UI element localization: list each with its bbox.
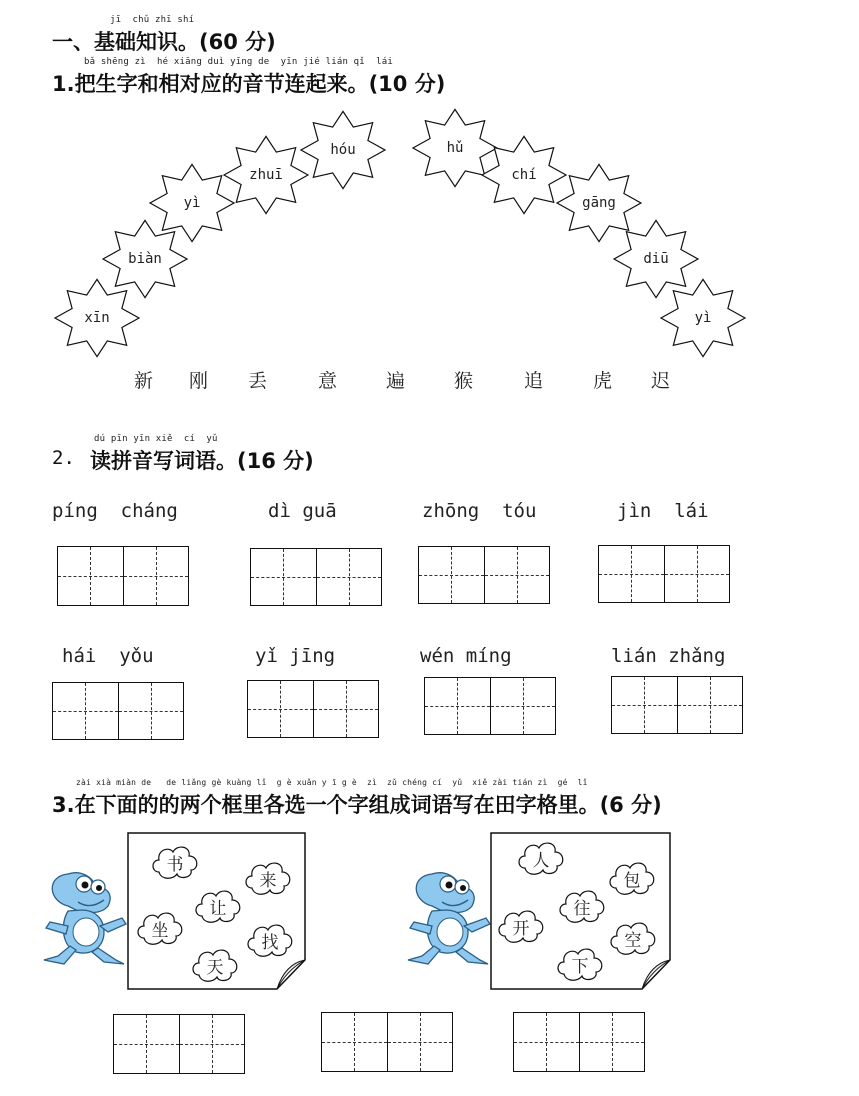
- character-cloud[interactable]: [554, 944, 606, 984]
- section1-title-pinyin: jī chǔ zhī shí: [110, 15, 195, 25]
- tianzige-answer-box[interactable]: [57, 546, 189, 606]
- character[interactable]: 迟: [651, 370, 671, 392]
- q1-title: 1.把生字和相对应的音节连起来。(10 分): [52, 72, 446, 96]
- cloud-character: 天: [206, 957, 224, 978]
- syllable-label: gāng: [582, 195, 616, 211]
- cloud-character: 来: [259, 870, 277, 891]
- character-cloud[interactable]: [556, 886, 608, 926]
- frog-illustration: [38, 866, 128, 966]
- pinyin-word: wén míng: [420, 645, 512, 667]
- character-cloud[interactable]: [242, 858, 294, 898]
- character-cloud[interactable]: [244, 920, 296, 960]
- tianzige-answer-box[interactable]: [424, 677, 556, 735]
- pinyin-word: zhōng tóu: [422, 500, 537, 522]
- syllable-star[interactable]: [658, 283, 748, 353]
- pinyin-word: píng cháng: [52, 500, 178, 522]
- pinyin-word: yǐ jīng: [255, 645, 336, 667]
- tianzige-answer-box[interactable]: [513, 1012, 645, 1072]
- pinyin-word: jìn lái: [617, 500, 709, 522]
- tianzige-answer-box[interactable]: [321, 1012, 453, 1072]
- tianzige-answer-box[interactable]: [113, 1014, 245, 1074]
- character-cloud[interactable]: [606, 858, 658, 898]
- syllable-label: biàn: [128, 251, 162, 267]
- tianzige-answer-box[interactable]: [247, 680, 379, 738]
- character[interactable]: 新: [134, 370, 154, 392]
- pinyin-word: dì guā: [268, 500, 337, 522]
- q2-title: 读拼音写词语。(16 分): [90, 449, 314, 473]
- character[interactable]: 遍: [386, 370, 406, 392]
- pinyin-word: lián zhǎng: [611, 645, 726, 667]
- cloud-character: 往: [573, 898, 591, 919]
- character[interactable]: 猴: [454, 370, 474, 392]
- tianzige-answer-box[interactable]: [52, 682, 184, 740]
- cloud-character: 人: [532, 850, 550, 871]
- syllable-label: chí: [511, 167, 537, 183]
- character-cloud[interactable]: [607, 918, 659, 958]
- syllable-label: diū: [643, 251, 669, 267]
- syllable-label: zhuī: [249, 167, 283, 183]
- character[interactable]: 丢: [248, 370, 268, 392]
- syllable-label: hǔ: [446, 140, 464, 156]
- character[interactable]: 虎: [593, 370, 613, 392]
- character-cloud[interactable]: [134, 908, 186, 948]
- character-cloud[interactable]: [192, 886, 244, 926]
- cloud-character: 包: [623, 870, 641, 891]
- tianzige-answer-box[interactable]: [418, 546, 550, 604]
- character[interactable]: 追: [524, 370, 544, 392]
- syllable-star[interactable]: [298, 115, 388, 185]
- character-cloud[interactable]: [189, 945, 241, 985]
- q2-title-pinyin: dú pīn yīn xiě cí yǔ: [94, 434, 218, 444]
- cloud-character: 空: [624, 930, 642, 951]
- tianzige-answer-box[interactable]: [598, 545, 730, 603]
- character-cloud[interactable]: [149, 842, 201, 882]
- q2-number: 2.: [52, 447, 75, 469]
- tianzige-answer-box[interactable]: [611, 676, 743, 734]
- tianzige-answer-box[interactable]: [250, 548, 382, 606]
- cloud-character: 开: [512, 918, 530, 939]
- character[interactable]: 刚: [189, 370, 209, 392]
- frog-illustration: [402, 866, 492, 966]
- section1-title: 一、基础知识。(60 分): [52, 30, 276, 54]
- syllable-label: xīn: [84, 310, 110, 326]
- q3-title-pinyin: zài xià miàn de de liǎng gè kuàng lǐ g è xuǎn y ī g è zì zǔ chéng cí yǔ xiě zài tián zì gé lǐ: [76, 778, 588, 787]
- cloud-character: 找: [261, 932, 279, 953]
- character-cloud[interactable]: [495, 906, 547, 946]
- cloud-character: 下: [571, 956, 589, 977]
- syllable-label: yì: [183, 195, 201, 211]
- character[interactable]: 意: [318, 370, 338, 392]
- cloud-character: 让: [209, 898, 227, 919]
- syllable-label: hóu: [330, 142, 356, 158]
- cloud-character: 书: [166, 854, 184, 875]
- cloud-character: 坐: [151, 920, 169, 941]
- q3-title: 3.在下面的的两个框里各选一个字组成词语写在田字格里。(6 分): [52, 793, 662, 817]
- syllable-label: yì: [694, 310, 712, 326]
- character-cloud[interactable]: [515, 838, 567, 878]
- pinyin-word: hái yǒu: [62, 645, 154, 667]
- q1-title-pinyin: bǎ shēng zì hé xiāng duì yīng de yīn jié lián qǐ lái: [84, 57, 394, 67]
